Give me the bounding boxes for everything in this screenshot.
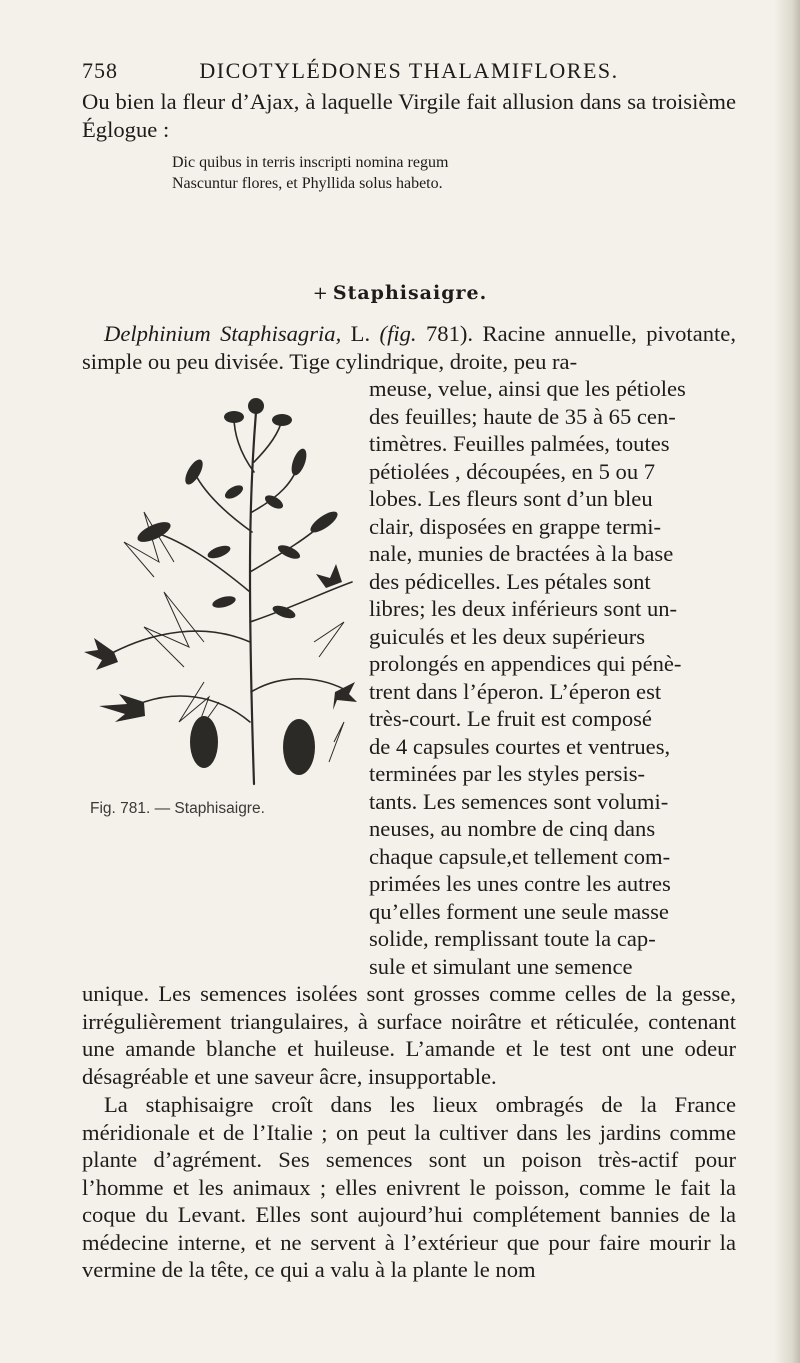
section-heading (0, 282, 800, 304)
wrap-line: terminées par les styles persis- (369, 761, 646, 786)
wrap-line: de 4 capsules courtes et ventrues, (369, 733, 671, 759)
wrap-line: solide, remplissant toute la cap- (369, 926, 656, 951)
section-title: Staphisaigre. (332, 282, 488, 304)
latin-quote (172, 152, 672, 194)
wrap-line: prolongés en appendices qui pénè- (369, 651, 682, 676)
cross-symbol: + (312, 283, 329, 304)
running-head (82, 58, 736, 88)
description-wrap-column (369, 375, 736, 980)
description-opening (82, 320, 736, 375)
wrap-line: trent dans l’éperon. L’éperon est (369, 678, 662, 704)
fig-number: 781). (426, 321, 474, 346)
figure-caption: Fig. 781. — Staphisaigre. (90, 800, 265, 817)
description-continuation: unique. Les semences isolées sont grosses comme celles de la gesse, irrégulièrement triangulaires, à surface noirâtre et réticulée, contenant une amande blanche et huileuse. L’amande et le test ont une odeur désagréable et une saveur âcre, insupportable. (82, 981, 736, 1089)
author-abbrev: L. (350, 321, 371, 346)
wrap-line: pétiolées , découpées, en 5 ou 7 (369, 458, 656, 484)
wrap-line: neuses, au nombre de cinq dans (369, 816, 656, 841)
quote-line-2: Nascuntur flores, et Phyllida solus habeto. (172, 175, 443, 192)
wrap-line: tants. Les semences sont volumi- (369, 788, 669, 814)
plant-engraving-icon (84, 392, 360, 788)
wrap-line: sule et simulant une semence (369, 953, 633, 979)
running-title: DICOTYLÉDONES THALAMIFLORES. (199, 58, 619, 83)
wrap-line: clair, disposées en grappe termi- (369, 513, 662, 539)
page-number: 758 (82, 58, 118, 83)
latin-name: Delphinium Staphisagria, (104, 321, 342, 346)
wrap-line: meuse, velue, ainsi que les pétioles (369, 376, 686, 401)
wrap-line: primées les unes contre les autres (369, 871, 671, 896)
wrap-line: lobes. Les fleurs sont d’un bleu (369, 486, 653, 511)
intro-paragraph: Ou bien la fleur d’Ajax, à laquelle Virgile fait allusion dans sa troisième Églogue : (82, 89, 736, 142)
wrap-line: des feuilles; haute de 35 à 65 cen- (369, 403, 676, 429)
wrap-line: qu’elles forment une seule masse (369, 898, 669, 924)
final-paragraph: La staphisaigre croît dans les lieux ombragés de la France méridionale et de l’Italie ; on peut la cultiver dans les jardins comme plante d’agrément. Ses semences sont un poison très-actif pour l’homme et les animaux ; elles enivrent le poisson, comme le fait la coque du Levant. Elles sont aujourd’hui complétement bannies de la médecine interne, et ne servent à l’extérieur que pour faire mourir la vermine de la tête, ce qui a valu à la plante le nom (82, 1092, 736, 1282)
page-edge-shadow (774, 0, 800, 1363)
wrap-line: nale, munies de bractées à la base (369, 541, 674, 566)
fig-ref: (fig. (379, 321, 417, 346)
wrap-line: libres; les deux inférieurs sont un- (369, 596, 678, 621)
wrap-line: très-court. Le fruit est composé (369, 706, 652, 731)
quote-line-1: Dic quibus in terris inscripti nomina regum (172, 154, 449, 171)
wrap-line: guiculés et les deux supérieurs (369, 623, 646, 649)
description-top-text: Racine annuelle, pivotante, simple ou peu divisée. Tige cylindrique, droite, peu ra- (82, 321, 736, 374)
wrap-line: timètres. Feuilles palmées, toutes (369, 431, 670, 456)
wrap-line: des pédicelles. Les pétales sont (369, 568, 651, 594)
staphisagria-plant-illustration (84, 392, 360, 788)
wrap-line: chaque capsule,et tellement com- (369, 843, 671, 869)
